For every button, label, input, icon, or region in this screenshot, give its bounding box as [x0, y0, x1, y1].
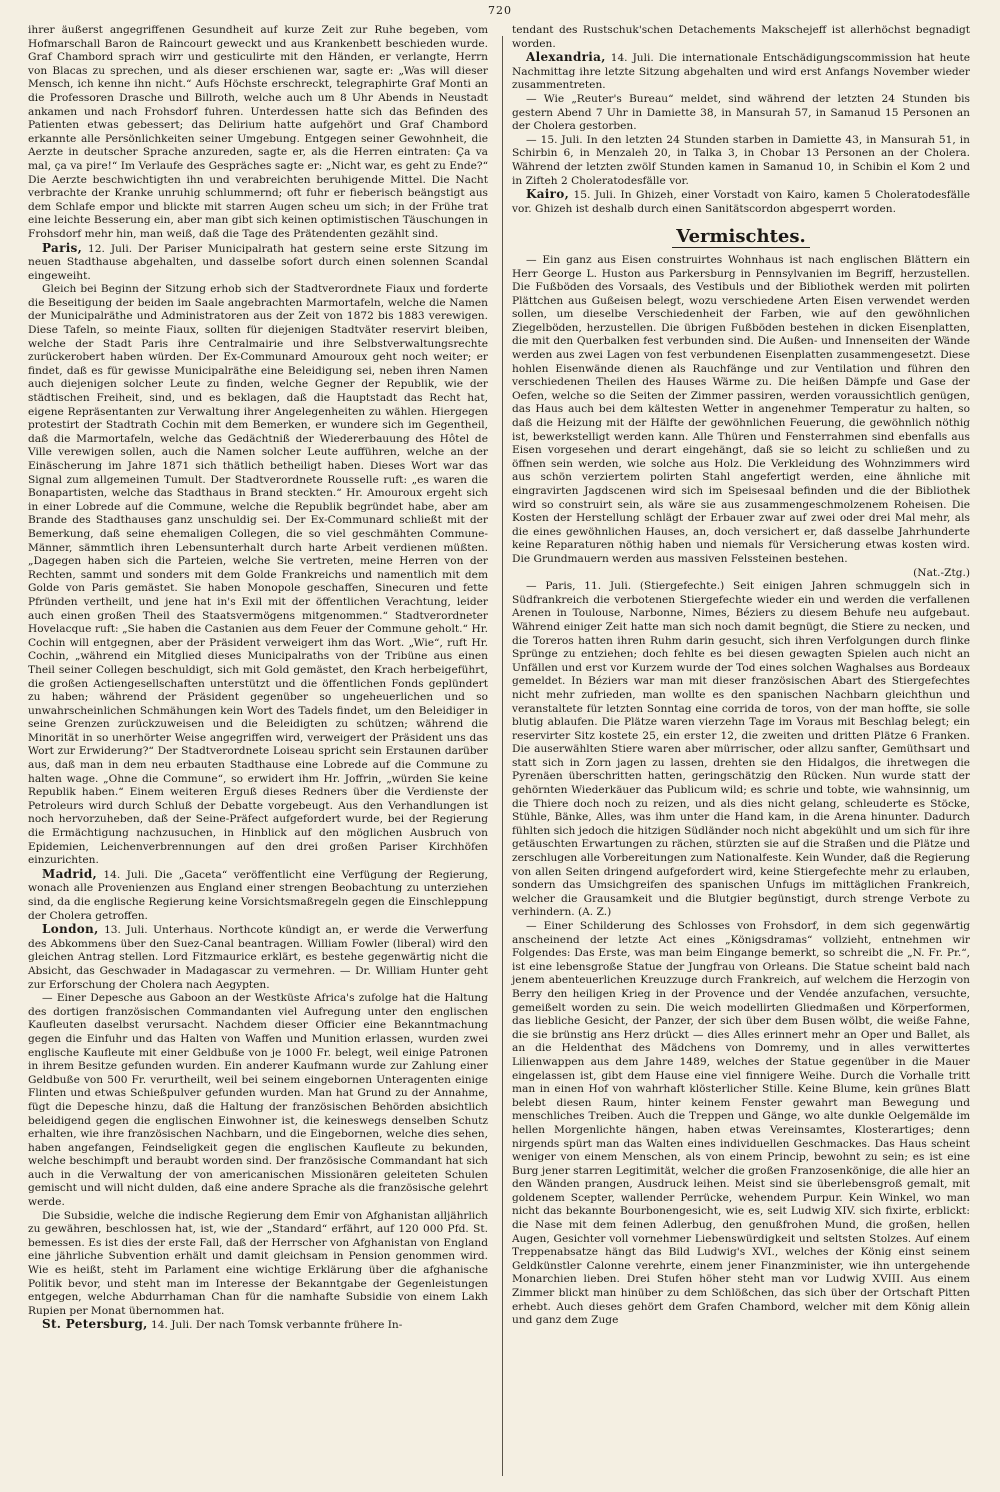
paragraph-text: — 15. Juli. In den letzten 24 Stunden starben in Damiette 43, in Mansurah 51, in Schirbin 6, in Menzaleh 20, in Talka 3, in Chobar 13 Personen an der Cholera. Während der letzten zwölf Stunden kamen in Samanud 10, in Schibin el Kom 2 und in Zifteh 2 Choleratodesfälle vor.: [512, 133, 970, 187]
paragraph-text: ihrer äußerst angegriffenen Gesundheit auf kurze Zeit zur Ruhe begeben, vom Hofmarschall Baron de Raincourt geweckt und aus Krankenbett beschieden wurde. Graf Chambord sprach wirr und gesticulirte mit den Händen, er verlangte, Herrn von Blacas zu sprechen, und als dieser erschienen war, sagte er: „Was will dieser Mensch, ich kenne ihn nicht.“ Aufs Höchste erschreckt, telegraphirte Graf Monti an die Professoren Drasche und Billroth, welche auch um 8 Uhr Abends in Neustadt ankamen und nach Frohsdorf fuhren. Unterdessen hatte sich das Befinden des Patienten etwas gebessert; das Delirium hatte aufgehört und Graf Chambord erkannte alle Persönlichkeiten seiner Umgebung. Entgegen seiner Gewohnheit, die Aerzte in deutscher Sprache anzureden, sagte er, als die Herren eintraten: Ça va mal, ça va pire!“ Im Verlaufe des Gespräches sagte er: „Nicht war, es geht zu Ende?“ Die Aerzte beschwichtigten ihn und verabreichten beruhigende Mittel. Die Nacht verbrachte der Kranke unruhig schlummernd; oft fuhr er fieberisch beängstigt aus dem Schlafe empor und blickte mit starren Augen scheu um sich; in der Frühe trat eine leichte Besserung ein, aber man gibt sich keinen optimistischen Täuschungen in Frohsdorf mehr hin, man weiß, daß die Tage des Prätendenten gezählt sind.: [28, 24, 488, 240]
article-paragraph: [512, 134, 970, 188]
page-number: 720: [488, 4, 512, 17]
left-column: [28, 24, 488, 1333]
dateline-place: St. Petersburg,: [42, 1317, 148, 1332]
article-paragraph: [512, 93, 970, 134]
dispatch-paragraph: [512, 51, 970, 93]
article-paragraph: [28, 1210, 488, 1319]
paragraph-text: 14. Juli. Die internationale Entschädigungscommission hat heute Nachmittag ihre letzte Sitzung abgehalten und wird erst Anfangs November wieder zusammentreten.: [512, 52, 970, 92]
dispatch-paragraph: [28, 242, 488, 284]
article-paragraph: [512, 254, 970, 567]
dateline-place: Madrid,: [42, 866, 97, 881]
dispatch-paragraph: [28, 923, 488, 992]
dispatch-paragraph: [28, 868, 488, 923]
paragraph-text: — Wie „Reuter's Bureau“ meldet, sind während der letzten 24 Stunden bis gestern Abend 7 Uhr in Damiette 38, in Mansurah 57, in Samanud 15 Personen an der Cholera gestorben.: [512, 92, 970, 133]
paragraph-text: — Paris, 11. Juli. (Stiergefechte.) Seit einigen Jahren schmuggeln sich in Südfrankreich die verbotenen Stiergefechte wieder ein und werden die verfallenen Arenen in Toulouse, Narbonne, Nimes, Béziers zu diesem Behufe neu aufgebaut. Während einiger Zeit hatte man sich noch damit begnügt, die Stiere zu necken, und die Toreros hatten ihren Ruhm darin gesucht, sich ihren Verfolgungen durch flinke Sprünge zu entziehen; doch fehlte es bei diesen gewagten Spielen auch nicht an Unfällen und erst vor Kurzem wurde der Tod eines solchen Waghalses aus Bordeaux gemeldet. In Béziers war man mit dieser französischen Abart des Stiergefechtes nicht mehr zufrieden, man wollte es den spanischen Nachbarn gleichthun und veranstaltete für letzten Sonntag eine corrida de toros, von der man hoffte, sie solle blutig ablaufen. Die Plätze waren vierzehn Tage im Voraus mit Beschlag belegt; ein reservirter Sitz kostete 25, ein erster 12, die zweiten und dritten Plätze 6 Franken. Die auserwählten Stiere waren aber mürrischer, oder allzu sanfter, Gemüthsart und statt sich in Zorn jagen zu lassen, drehten sie den Hidalgos, die ihretwegen die Pyrenäen überschritten hatten, geringschätzig den Rücken. Nun wurde statt der gehörnten Wiederkäuer das Publicum wild; es schrie und tobte, wie wahnsinnig, um die Thiere doch noch zu reizen, und als dies nicht gelang, schleuderte es Stöcke, Stühle, Bänke, Alles, was ihm unter die Hand kam, in die Arena hinunter. Dadurch fühlten sich jedoch die hitzigen Südländer noch nicht abgekühlt und um sich für ihre getäuschten Erwartungen zu rächen, stürzten sie auf die Straßen und die Plätze und zerschlugen alle Vorbereitungen zum Nationalfeste. Kein Wunder, daß die Regierung von allen Seiten dringend aufgefordert wird, keine Stiergefechte mehr zu erlauben, sondern das Umsichgreifen des spanischen Unfugs im mittäglichen Frankreich, welcher die Grausamkeit und die Blutgier begünstigt, durch strenge Verbote zu verhindern. (A. Z.): [512, 580, 970, 919]
paragraph-text: 14. Juli. Der nach Tomsk verbannte frühere In-: [147, 1319, 403, 1332]
dateline-place: Paris,: [42, 240, 83, 255]
paragraph-text: tendant des Rustschuk'schen Detachements Makschejeff ist allerhöchst begnadigt worden.: [512, 24, 970, 50]
article-paragraph: [28, 992, 488, 1210]
dispatch-paragraph: [28, 1318, 488, 1333]
paragraph-text: 12. Juli. Der Pariser Municipalrath hat gestern seine erste Sitzung im neuen Stadthause abgehalten, und dasselbe sofort durch einen solennen Scandal eingeweiht.: [28, 242, 488, 282]
paragraph-text: Gleich bei Beginn der Sitzung erhob sich der Stadtverordnete Fiaux und forderte die Beseitigung der beiden im Saale angebrachten Marmortafeln, welche die Namen der Municipalräthe und Administratoren aus der Zeit von 1872 bis 1883 verewigen. Diese Tafeln, so meinte Fiaux, sollten für diejenigen Stadtväter reservirt bleiben, welche der Stadt Paris ihre Centralmairie und ihre Selbstverwaltungsrechte zurückerobert haben würden. Der Ex-Communard Amouroux geht noch weiter; er findet, daß es für gewisse Municipalräthe eine Beleidigung sei, neben ihren Namen auch diejenigen solcher Leute zu finden, welche Gegner der Republik, wie der städtischen Freiheit, sind, und es beklagen, daß die Hauptstadt das Recht hat, eigene Repräsentanten zur Verwaltung ihrer Angelegenheiten zu wählen. Hiergegen protestirt der Stadtrath Cochin mit dem Bemerken, er wundere sich im Gegentheil, daß die Marmortafeln, welche das Gedächtniß der Wiedererbauung des Hôtel de Ville verewigen sollen, auch die Namen solcher Leute aufführen, welche an der Einäscherung im Jahre 1871 sich thätlich betheiligt haben. Dieses Wort war das Signal zum allgemeinen Tumult. Der Stadtverordnete Rousselle ruft: „es waren die Bonapartisten, welche das Stadthaus in Brand steckten.“ Hr. Amouroux ergeht sich in einer Lobrede auf die Commune, welche die Republik begründet habe, aber am Brande des Stadthauses ganz unschuldig sei. Der Ex-Communard schließt mit der Bemerkung, daß seine ehemaligen Collegen, die so viel geschmähten Commune-Männer, sämmtlich ihren Lebensunterhalt durch harte Arbeit verdienen müßten. „Dagegen haben sich die Parteien, welche Sie vertreten, meine Herren von der Rechten, sammt und sonders mit dem Golde Frankreichs und namentlich mit dem Golde von Paris gemästet. Sie haben Monopole geschaffen, Sinecuren und fette Pfründen vertheilt, und jene hat in's Exil mit der öffentlichen Verachtung, leider auch einen großen Theil des Staatsvermögens mitgenommen.“ Stadtverordneter Hovelacque ruft: „Sie haben die Castanien aus dem Feuer der Commune geholt.“ Hr. Cochin will entgegnen, aber der Präsident verweigert ihm das Wort. „Wie“, ruft Hr. Cochin, „während ein Mitglied dieses Municipalraths von der Tribüne aus einen Theil seiner Collegen beschuldigt, sich mit Gold gemästet, den Krach herbeigeführt, die großen Actiengesellschaften unterstützt und die öffentlichen Fonds geplündert zu haben; während der Präsident gegenüber so ungeheuerlichen und so unwahrscheinlichen Schmähungen kein Wort des Tadels findet, um den Beleidiger in seine Grenzen zurückzuweisen und die Beleidigten zu schützen; während die Minorität in so unerhörter Weise angegriffen wird, verweigert der Präsident uns das Wort zur Erwiderung?“ Der Stadtverordnete Loiseau spricht sein Erstaunen darüber aus, daß man in dem neu erbauten Stadthause eine Lobrede auf die Commune zu halten wage. „Ohne die Commune“, so erwidert ihm Hr. Joffrin, „würden Sie keine Republik haben.“ Einem weiteren Erguß dieses Redners über die Verdienste der Petroleurs wird durch Schluß der Debatte vorgebeugt. Aus den Verhandlungen ist noch hervorzuheben, daß der Seine-Präfect aufgefordert wurde, bei der Regierung die Ermächtigung nachzusuchen, in Hinblick auf den möglichen Ausbruch von Epidemien, Leichenverbrennungen auf den drei großen Pariser Kirchhöfen einzurichten.: [28, 283, 488, 867]
dateline-place: Kairo,: [526, 187, 570, 202]
section-heading: [512, 226, 970, 248]
column-divider: [502, 36, 503, 1476]
paragraph-text: 15. Juli. In Ghizeh, einer Vorstadt von Kairo, kamen 5 Choleratodesfälle vor. Ghizeh ist deshalb durch einen Sanitätscordon abgesperrt worden.: [512, 189, 970, 215]
article-paragraph: [512, 24, 970, 51]
right-column: [512, 24, 970, 1328]
article-paragraph: [28, 283, 488, 868]
paragraph-text: — Einer Schilderung des Schlosses von Frohsdorf, in dem sich gegenwärtig anscheinend der letzte Act eines „Königsdramas“ vollzieht, entnehmen wir Folgendes: Das Erste, was man beim Eingange bemerkt, so schreibt die „N. Fr. Pr.“, ist eine lebensgroße Statue der Jungfrau von Orleans. Die Statue scheint bald nach jenem abenteuerlichen Kreuzzuge durch Frankreich, auf welchem die Herzogin von Berry den heiligen Krieg in der Provence und der Vendée anzufachen, versuchte, gemeißelt worden zu sein. Die weich modellirten Gliedmaßen und Körperformen, das liebliche Gesicht, der Panzer, der sich über dem Busen wölbt, die weiße Fahne, die sie brünstig ans Herz drückt — dies Alles erinnert mehr an Oper und Ballet, als an die Heldenthat des Mädchens von Domremy, und in alles verwittertes Lilienwappen aus dem Jahre 1489, welches der Statue gegenüber in die Mauer eingelassen ist, gibt dem Hause eine viel finnigere Weihe. Durch die Vorhalle tritt man in einen Hof von wahrhaft klösterlicher Stille. Keine Blume, kein grünes Blatt belebt diesen Raum, hinter keinem Fenster gewahrt man Bewegung und menschliches Treiben. Auch die Treppen und Gänge, wo alte dunkle Oelgemälde im hellen Morgenlichte hängen, haben etwas Vereinsamtes, Klosterartiges; denn nirgends spürt man das Walten eines individuellen Geschmackes. Das Haus scheint weniger von einem Menschen, als von einem Princip, bewohnt zu sein; es ist eine Burg jener starren Legitimität, welcher die großen Franzosenkönige, die alle hier an den Wänden prangen, Ausdruck leihen. Meist sind sie überlebensgroß gemalt, mit goldenem Scepter, wallender Perrücke, wehendem Purpur. Kein Winkel, wo man nicht das bekannte Bourbonengesicht, wie es, seit Ludwig XIV. sich fixirte, erblickt: die Nase mit dem feinen Adlerbug, den genußfrohen Mund, die großen, hellen Augen, Gesichter voll vornehmer Liebenswürdigkeit und seltsten Stolzes. Auf einem Treppenabsatze hängt das Bild Ludwig's XVI., welches der König einst seinem Geldkünstler Calonne verehrte, einem jener Finanzminister, wie ihn untergehende Monarchien lieben. Drei Stufen höher steht man vor Ludwig XVIII. Aus einem Zimmer blickt man hinüber zu dem Schlößchen, das sich über der Ortschaft Pitten erhebt. Auch dieses gehört dem Grafen Chambord, welcher mit dem König allein und ganz dem Zuge: [512, 920, 970, 1327]
section-heading-text: Vermischtes.: [672, 226, 809, 248]
paragraph-text: 13. Juli. Unterhaus. Northcote kündigt an, er werde die Verwerfung des Abkommens über den Suez-Canal beantragen. William Fowler (liberal) wird den gleichen Antrag stellen. Lord Fitzmaurice erklärt, es bestehe gegenwärtig nicht die Absicht, das Geschwader in Madagascar zu vermehren. — Dr. William Hunter geht zur Erforschung der Cholera nach Aegypten.: [28, 924, 488, 991]
paragraph-text: — Einer Depesche aus Gaboon an der Westküste Africa's zufolge hat die Haltung des dortigen französischen Commandanten viel Aufregung unter den englischen Kaufleuten daselbst verursacht. Nachdem dieser Officier eine Bekanntmachung gegen die Einfuhr und das Halten von Waffen und Munition erlassen, wurden zwei englische Kaufleute mit einer Geldbuße von je 1000 Fr. belegt, weil einige Patronen in ihrem Besitze gefunden wurden. Ein anderer Kaufmann wurde zur Zahlung einer Geldbuße von 500 Fr. verurtheilt, weil bei seinem eingebornen Unteragenten einige Flinten und etwas Schießpulver gefunden wurden. Man hat Grund zu der Annahme, fügt die Depesche hinzu, daß die Haltung der französischen Behörden absichtlich beleidigend gegen die englischen Einwohner ist, die keineswegs denselben Schutz erhalten, wie ihre französischen Nachbarn, und die Eingebornen, welche dies sehen, haben angefangen, Feindseligkeit gegen die englischen Kaufleute zu bekunden, welche beschimpft und beraubt worden sind. Der französische Commandant hat sich auch in die Verwaltung der von americanischen Missionären geleiteten Schulen gemischt und will nicht dulden, daß eine andere Sprache als die französische gelehrt werde.: [28, 992, 488, 1209]
article-paragraph: [28, 24, 488, 242]
dispatch-paragraph: [512, 188, 970, 216]
dateline-place: Alexandria,: [526, 50, 606, 65]
dateline-place: London,: [42, 922, 99, 937]
article-paragraph: [512, 580, 970, 920]
paragraph-text: Die Subsidie, welche die indische Regierung dem Emir von Afghanistan alljährlich zu gewähren, beschlossen hat, ist, wie der „Standard“ erfährt, auf 120 000 Pfd. St. bemessen. Es ist dies der erste Fall, daß der Herrscher von Afghanistan von England eine jährliche Subvention erhält und damit gleichsam in Pension genommen wird. Wie es heißt, steht im Parlament eine wichtige Erklärung über die afghanische Politik bevor, und steht man im Interesse der Bekanntgabe der Gegenleistungen entgegen, welche Abdurrhaman Chan für die namhafte Subsidie von einem Lakh Rupien per Monat übernommen hat.: [28, 1209, 488, 1317]
paragraph-text: 14. Juli. Die „Gaceta“ veröffentlicht eine Verfügung der Regierung, wonach alle Provenienzen aus England einer strengen Beobachtung zu unterziehen sind, da die englische Regierung keine Vorsichtsmaßregeln gegen die Einschleppung der Cholera getroffen.: [28, 868, 488, 922]
article-paragraph: [512, 920, 970, 1328]
source-citation: (Nat.-Ztg.): [913, 566, 970, 579]
paragraph-text: — Ein ganz aus Eisen construirtes Wohnhaus ist nach englischen Blättern ein Herr George L. Huston aus Parkersburg in Pennsylvanien im Begriff, herzustellen. Die Fußböden des Vorsaals, des Vestibuls und der Bibliothek werden mit polirten Plättchen aus Gußeisen belegt, wozu verschiedene Arten Eisen verwendet werden sollen, um dieselbe Verschiedenheit der Farben, wie auf den gewöhnlichen Ziegelböden, herzustellen. Die übrigen Fußböden bestehen in dicken Eisenplatten, die mit den Querbalken fest verbunden sind. Die Außen- und Innenseiten der Wände werden aus zwei Lagen von fest verbundenen Eisenplatten zusammengesetzt. Diese hohlen Eisenwände dienen als Rauchfänge und zur Ventilation und führen den verschiedenen Theilen des Hauses Wärme zu. Die heißen Dämpfe und Gase der Oefen, welche so die Seiten der Zimmer passiren, werden voraussichtlich genügen, das Haus auch bei dem kältesten Wetter in angenehmer Temperatur zu halten, so daß die Heizung mit der Hälfte der gewöhnlichen Feuerung, die gewöhnlich nöthig ist, bewerkstelligt werden kann. Alle Thüren und Fensterrahmen sind ebenfalls aus Eisen vorgesehen und derart eingehängt, daß sie so leicht zu schließen und zu öffnen sein werden, wie solche aus Holz. Die Verkleidung des Wohnzimmers wird aus schön verziertem polirten Stahl angefertigt werden, eine ähnliche mit eingravirten Jagdscenen wird sich im Speisesaal befinden und die der Bibliothek wird so construirt sein, als wäre sie aus zusammengeschmolzenem Roheisen. Die Kosten der Herstellung schlägt der Erbauer zwar auf zwei oder drei Mal mehr, als die eines gewöhnlichen Hauses, an, doch versichert er, daß dasselbe Jahrhunderte keine Reparaturen nöthig haben und niemals für Versicherung etwas kosten wird. Die Grundmauern werden aus massiven Felssteinen bestehen.: [512, 253, 970, 565]
